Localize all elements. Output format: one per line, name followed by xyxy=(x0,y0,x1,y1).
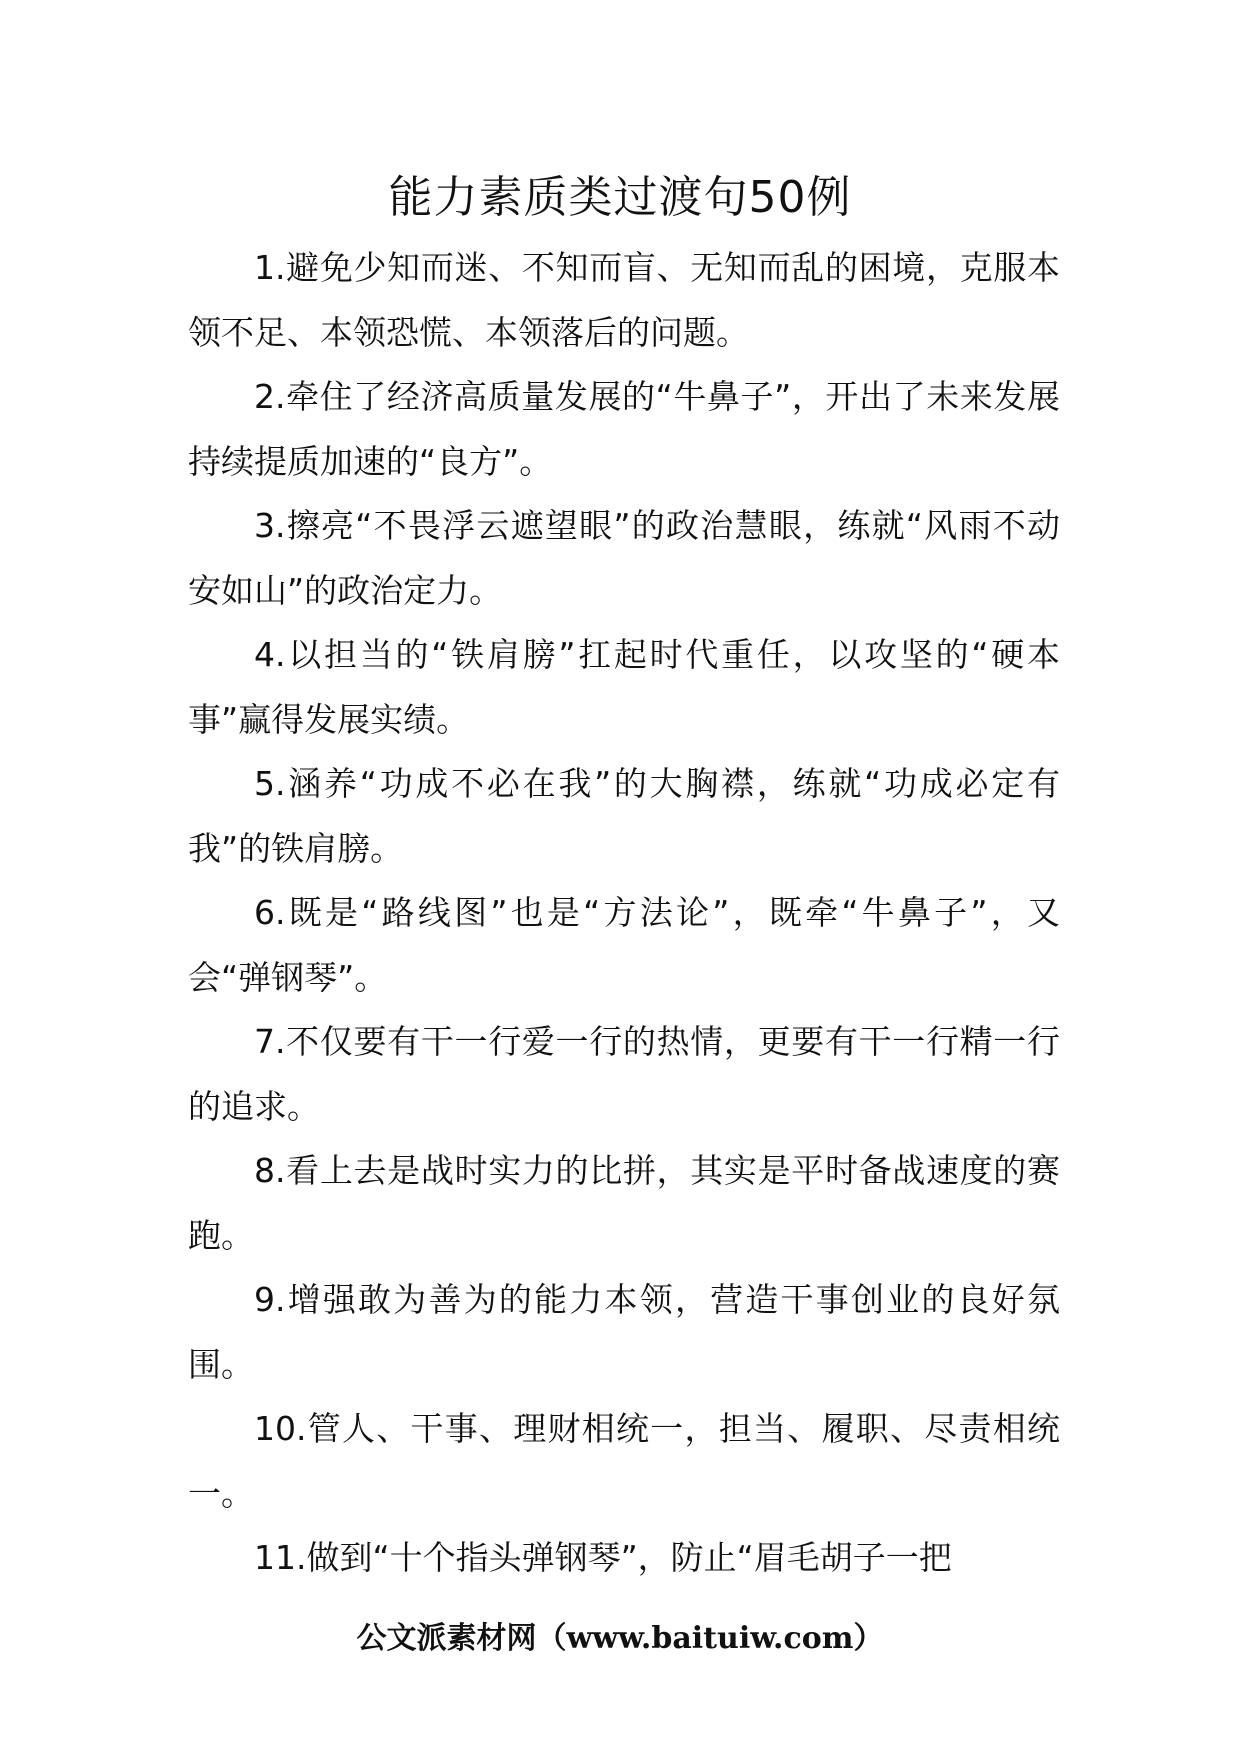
paragraph-1: 1.避免少知而迷、不知而盲、无知而乱的困境，克服本领不足、本领恐慌、本领落后的问题。 xyxy=(188,248,1060,352)
paragraph-2: 2.牵住了经济高质量发展的“牛鼻子”，开出了未来发展持续提质加速的“良方”。 xyxy=(188,377,1060,481)
paragraph-6: 6.既是“路线图”也是“方法论”，既牵“牛鼻子”，又会“弹钢琴”。 xyxy=(188,893,1060,997)
paragraph-9: 9.增强敢为善为的能力本领，营造干事创业的良好氛围。 xyxy=(188,1280,1060,1384)
paragraph-3: 3.擦亮“不畏浮云遮望眼”的政治慧眼，练就“风雨不动安如山”的政治定力。 xyxy=(188,506,1060,610)
paragraph-8: 8.看上去是战时实力的比拼，其实是平时备战速度的赛跑。 xyxy=(188,1151,1060,1255)
paragraph-11: 11.做到“十个指头弹钢琴”，防止“眉毛胡子一把 xyxy=(254,1538,952,1577)
document-title: 能力素质类过渡句50例 xyxy=(388,172,852,223)
page-footer: 公文派素材网（www.baituiw.com） xyxy=(356,1621,884,1656)
document-body xyxy=(188,236,1060,1591)
paragraph-5: 5.涵养“功成不必在我”的大胸襟，练就“功成必定有我”的铁肩膀。 xyxy=(188,764,1060,868)
paragraph-7: 7.不仅要有干一行爱一行的热情，更要有干一行精一行的追求。 xyxy=(188,1022,1060,1126)
paragraph-10: 10.管人、干事、理财相统一，担当、履职、尽责相统一。 xyxy=(188,1409,1060,1513)
paragraph-4: 4.以担当的“铁肩膀”扛起时代重任，以攻坚的“硬本事”赢得发展实绩。 xyxy=(188,635,1060,739)
